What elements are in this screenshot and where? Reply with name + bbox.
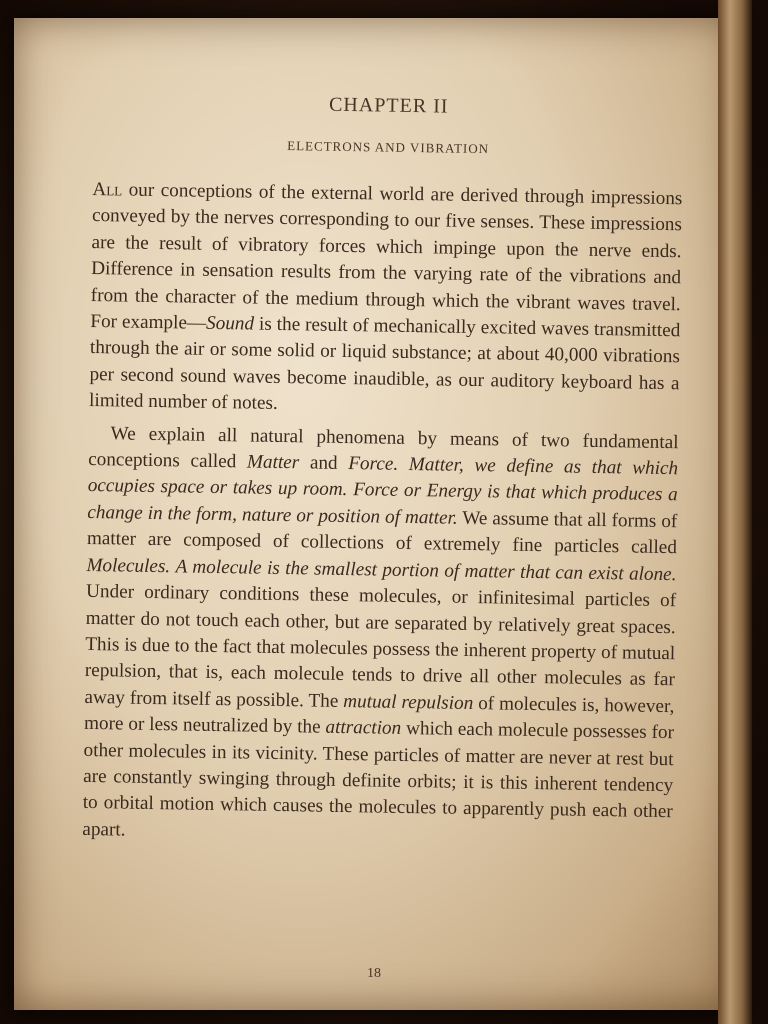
italic-segment: Force. [348,453,399,475]
page-content [82,90,684,852]
text-segment: and [299,452,349,475]
book-page [14,18,734,1010]
italic-segment: Matter, we define as that which occupies space or takes up room. Force or Energy is that which produces a change in the form, nature or position of matter. [87,454,679,529]
italic-segment: Matter [246,451,300,474]
italic-segment: Molecules. [86,554,171,577]
text-segment: is the result of mechanically excited waves transmitted through the air or some solid or liquid substance; at about 40,000 vibrations per second sound waves become inaudible, as our auditory keyboard has a limited number of notes. [88,313,681,415]
text-segment [398,454,409,475]
text-segment: which each molecule possesses for other molecules in its vicinity. These particles of matter are never at rest but are constantly swinging through definite orbits; it is this inherent tendency to orbital motion which causes the molecules to apparently push each other apart. [82,718,675,841]
text-segment: Under ordinary conditions these molecules, or infinitesimal particles of matter do not touch each other, but are separated by relatively great spaces. This is due to the fact that molecules possess the inherent property of mutual repulsion, that is, each molecule tends to drive all other molecules as far away from itself as possible. The [84,581,677,712]
italic-segment: A molecule is the smallest portion of matter that can exist alone. [175,556,677,585]
page-number: 18 [367,966,381,981]
italic-segment: mutual repulsion [343,690,474,714]
italic-segment: attraction [325,716,402,740]
book-gutter [718,0,752,1024]
text-segment: our conceptions of the external world are derived through impressions conveyed by the nerves corresponding to our five senses. These impressions are the result of vibratory forces which impinge upon the nerve ends. Difference in sensation results from the varying rate of the vibrations and from the character of the medium through which the vibrant waves travel. For example— [90,179,683,334]
italic-segment: Sound [205,312,255,335]
chapter-subtitle: ELECTRONS AND VIBRATION [287,138,490,157]
text-segment: We assume that all forms of matter are composed of collections of extremely fine particles called [86,507,678,559]
text-segment: We explain all natural phenomena by means of two fundamental conceptions called [88,422,679,473]
paragraph-1 [89,177,683,424]
lead-cap: All [92,178,123,201]
text-segment: of molecules is, however, more or less neutralized by the [83,692,675,738]
paragraph-2 [82,421,679,853]
chapter-heading: CHAPTER II [328,93,449,118]
